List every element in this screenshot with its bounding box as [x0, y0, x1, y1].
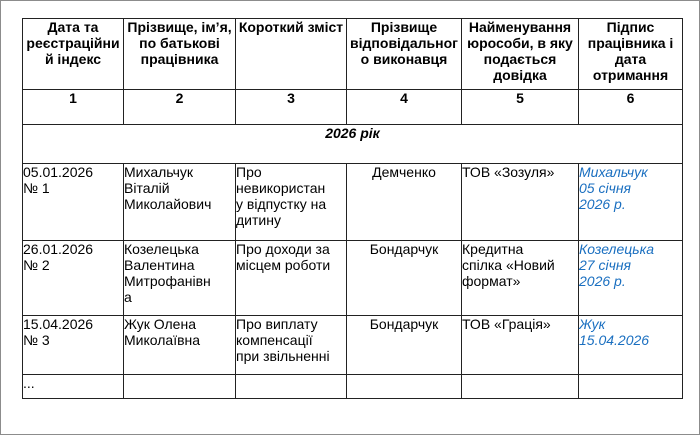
employee-name-line: а: [124, 289, 132, 305]
signature-line: Жук: [579, 316, 606, 332]
responsible-cell: Бондарчук: [347, 241, 462, 316]
legal-entity-cell: [462, 316, 579, 375]
summary-line: Про виплату: [236, 316, 318, 332]
employee-name-line: Митрофанівн: [124, 273, 211, 289]
employee-name-line: Віталій: [124, 180, 170, 196]
summary-line: дитину: [236, 212, 281, 228]
summary-line: невикористан: [236, 180, 326, 196]
summary-line: Про доходи за: [236, 241, 330, 257]
column-number-row: [23, 90, 683, 125]
responsible-cell: Бондарчук: [347, 316, 462, 375]
summary-line: при звільненні: [236, 348, 330, 364]
table-row: [23, 164, 683, 241]
registration-date: 05.01.2026: [23, 164, 94, 180]
responsible-cell: Демченко: [347, 164, 462, 241]
registration-index: № 2: [23, 257, 50, 273]
legal-entity-cell: [462, 241, 579, 316]
date-index-cell: [23, 164, 124, 241]
signature-cell: [579, 316, 683, 375]
employee-cell: [124, 164, 236, 241]
registration-date: 26.01.2026: [23, 241, 94, 257]
summary-cell: [236, 316, 347, 375]
column-number: 6: [579, 90, 683, 125]
year-label: 2026 рік: [23, 125, 683, 164]
date-index-cell: [23, 316, 124, 375]
certificate-registration-journal-table: [22, 18, 683, 399]
continuation-row: [23, 375, 683, 399]
legal-entity-line: ТОВ «Зозуля»: [462, 164, 555, 180]
header-date-index: Дата та реєстраційни й індекс: [23, 19, 124, 90]
signature-cell: [579, 164, 683, 241]
empty-cell: [462, 375, 579, 399]
employee-name-line: Миколаївна: [124, 332, 201, 348]
column-number: 3: [236, 90, 347, 125]
signature-line: 05 січня: [579, 180, 632, 196]
header-signature-date: Підпис працівника і дата отримання: [579, 19, 683, 90]
registration-index: № 3: [23, 332, 50, 348]
header-employee-name: Прізвище, ім’я, по батькові працівника: [124, 19, 236, 90]
signature-line: 27 січня: [579, 257, 632, 273]
signature-line: Михальчук: [579, 164, 648, 180]
empty-cell: [347, 375, 462, 399]
table-row: [23, 241, 683, 316]
empty-cell: [579, 375, 683, 399]
summary-line: Про: [236, 164, 262, 180]
employee-name-line: Валентина: [124, 257, 195, 273]
legal-entity-line: ТОВ «Грація»: [462, 316, 551, 332]
empty-cell: [236, 375, 347, 399]
column-number: 1: [23, 90, 124, 125]
column-number: 5: [462, 90, 579, 125]
summary-line: місцем роботи: [236, 257, 331, 273]
header-legal-entity: Найменування юрособи, в яку подається довідка: [462, 19, 579, 90]
empty-cell: [124, 375, 236, 399]
summary-cell: [236, 164, 347, 241]
signature-line: 2026 р.: [579, 196, 626, 212]
header-responsible: Прізвище відповідальног о виконавця: [347, 19, 462, 90]
legal-entity-line: Кредитна: [462, 241, 524, 257]
registration-date: 15.04.2026: [23, 316, 94, 332]
signature-line: 15.04.2026: [579, 332, 650, 348]
signature-cell: [579, 241, 683, 316]
legal-entity-cell: [462, 164, 579, 241]
summary-line: компенсації: [236, 332, 313, 348]
employee-name-line: Миколайович: [124, 196, 212, 212]
continuation-ellipsis: ...: [23, 375, 124, 399]
column-number: 4: [347, 90, 462, 125]
legal-entity-line: формат»: [462, 273, 521, 289]
year-row: [23, 125, 683, 164]
employee-cell: [124, 241, 236, 316]
signature-line: 2026 р.: [579, 273, 626, 289]
employee-cell: [124, 316, 236, 375]
summary-line: у відпустку на: [236, 196, 327, 212]
date-index-cell: [23, 241, 124, 316]
signature-line: Козелецька: [579, 241, 654, 257]
employee-name-line: Михальчук: [124, 164, 194, 180]
registration-index: № 1: [23, 180, 50, 196]
summary-cell: [236, 241, 347, 316]
table-row: [23, 316, 683, 375]
column-number: 2: [124, 90, 236, 125]
employee-name-line: Жук Олена: [124, 316, 196, 332]
header-row: [23, 19, 683, 90]
employee-name-line: Козелецька: [124, 241, 199, 257]
legal-entity-line: спілка «Новий: [462, 257, 555, 273]
header-summary: Короткий зміст: [236, 19, 347, 90]
